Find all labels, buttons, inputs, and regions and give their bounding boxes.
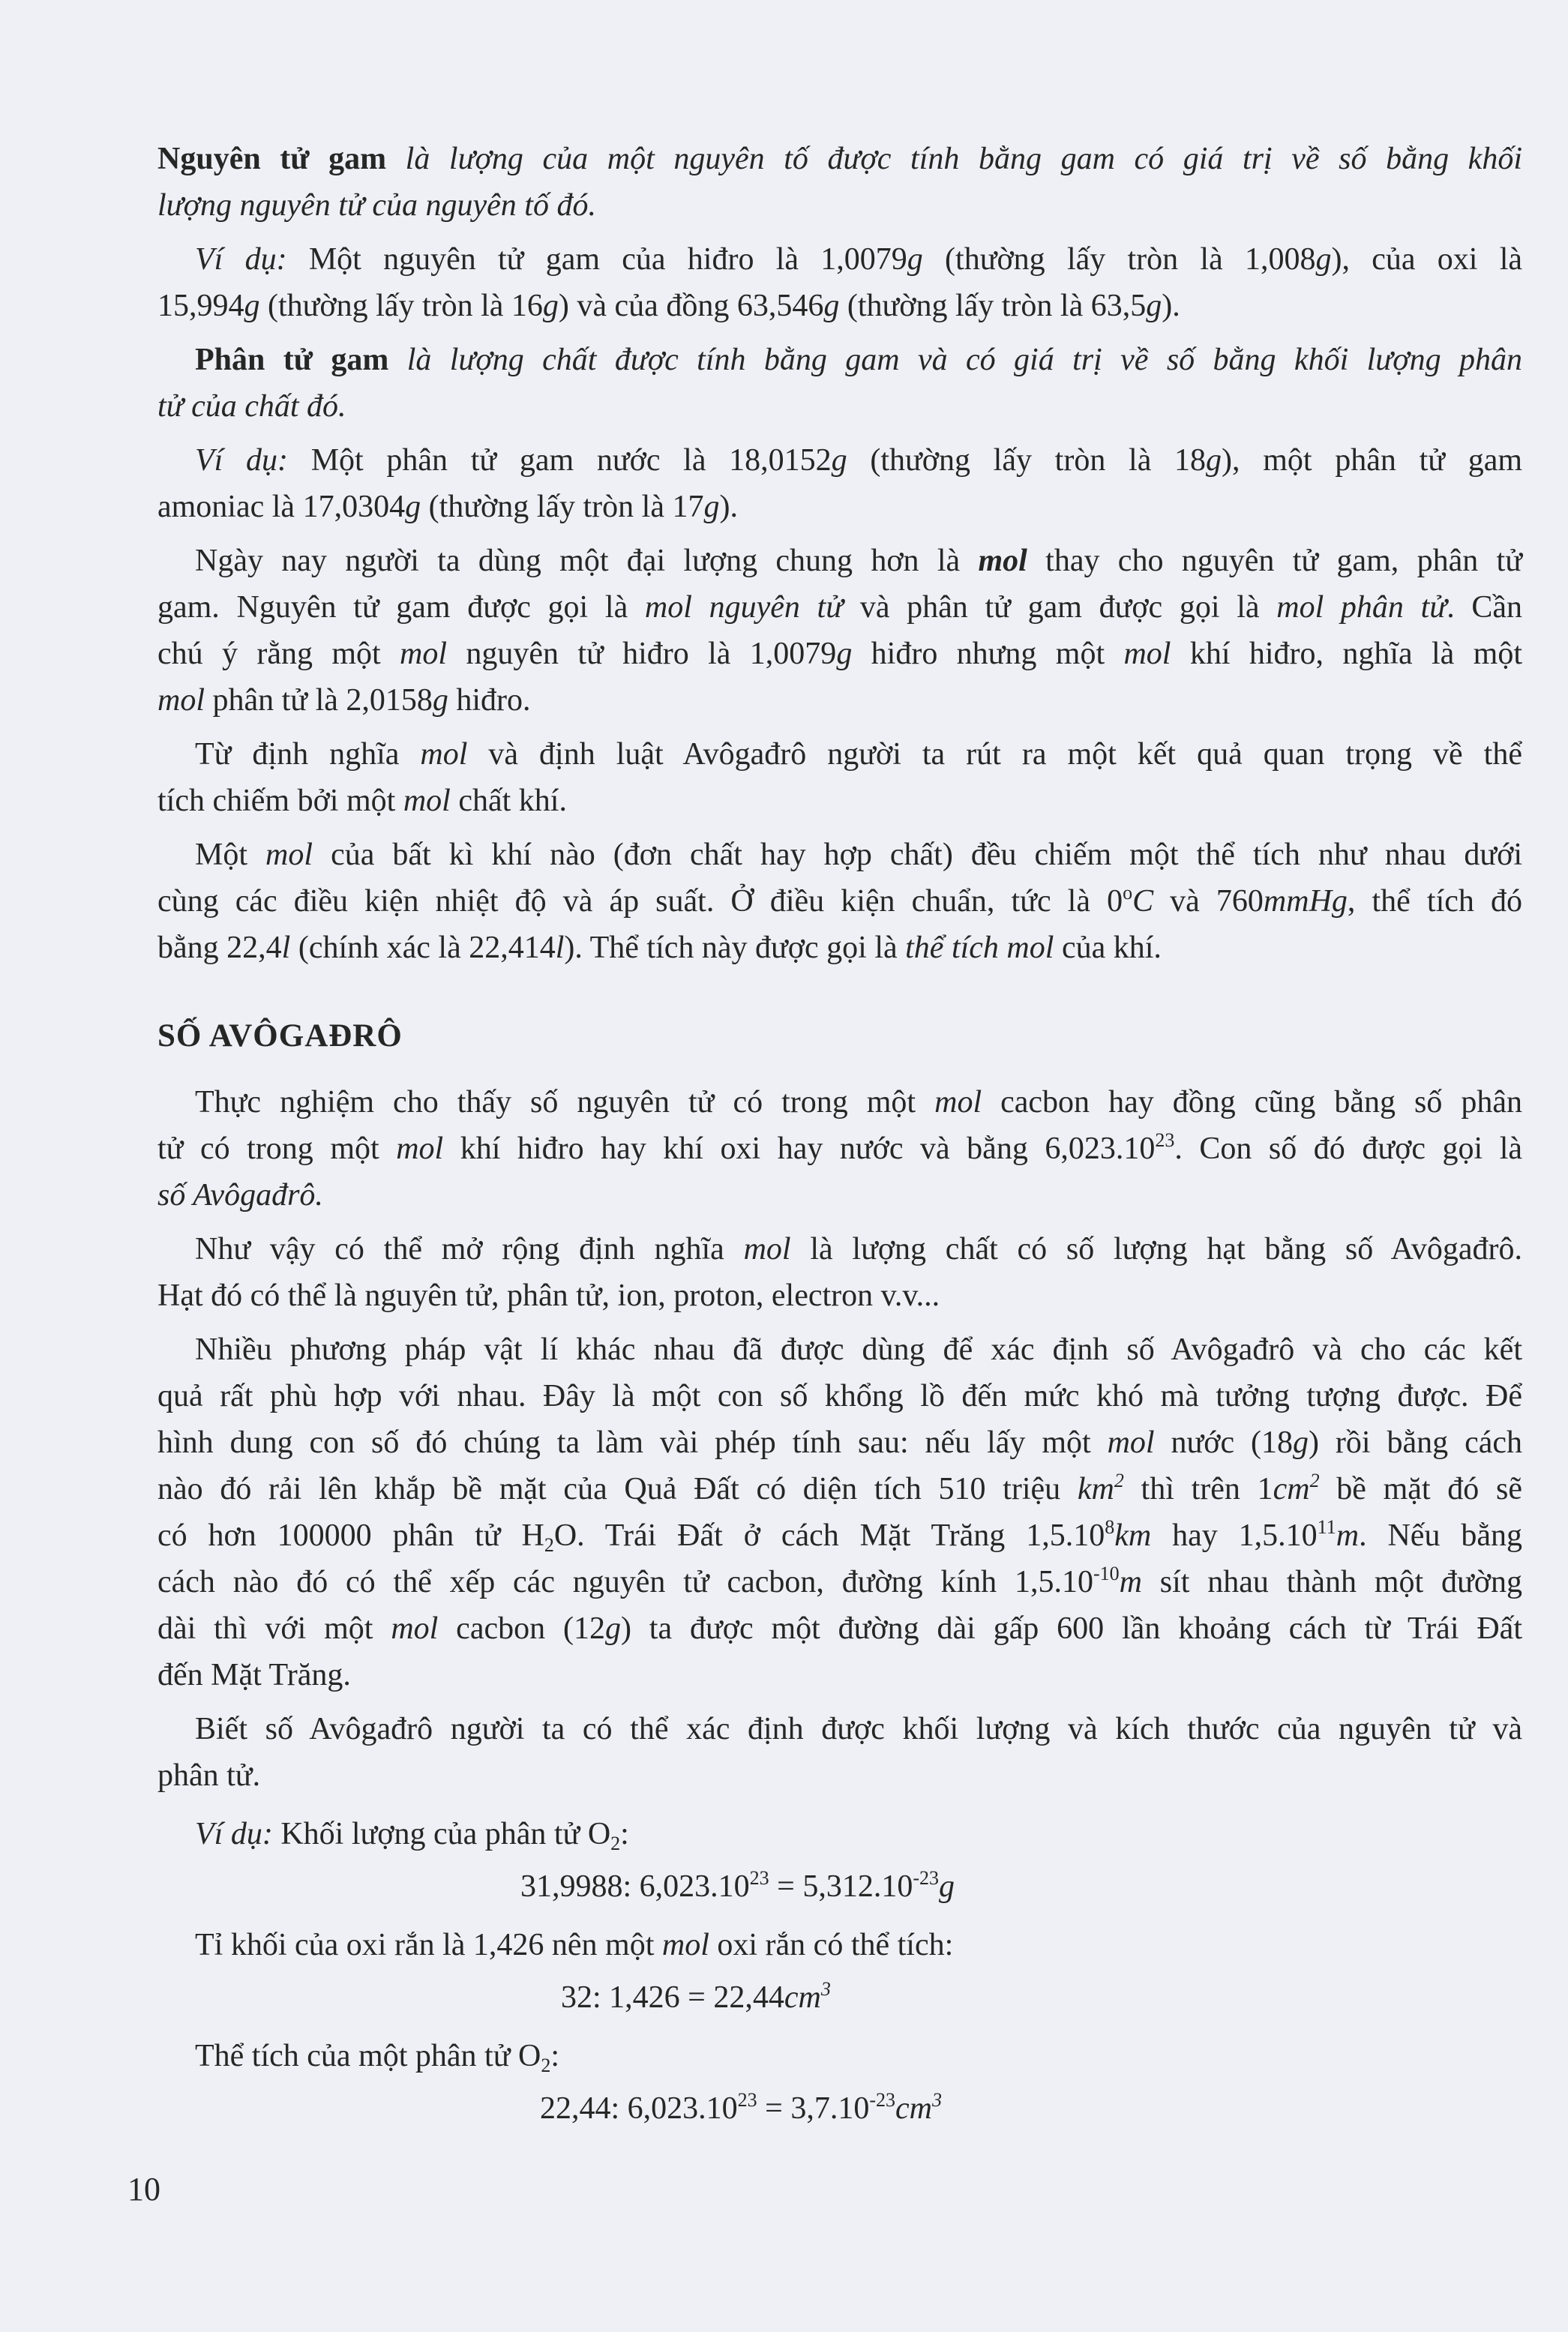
text-run: số Avôgađrô. bbox=[157, 1178, 323, 1212]
text-run: g bbox=[907, 242, 923, 277]
text-run: mol bbox=[391, 1611, 439, 1646]
text-run: mol bbox=[420, 737, 468, 772]
text-line bbox=[157, 677, 1522, 724]
text-line bbox=[157, 925, 1522, 971]
text-line bbox=[157, 236, 1522, 283]
text-run: ), của oxi là bbox=[1331, 242, 1523, 277]
text-run: mol bbox=[934, 1085, 982, 1120]
text-run: g bbox=[244, 289, 260, 323]
text-run: Như vậy có thể mở rộng định nghĩa bbox=[195, 1232, 744, 1266]
text-run: l bbox=[281, 931, 291, 965]
paragraph bbox=[157, 337, 1522, 430]
text-run: g bbox=[831, 443, 847, 478]
paragraph bbox=[157, 2033, 1522, 2079]
text-run: 32: 1,426 = 22,44 bbox=[561, 1980, 784, 2015]
text-line bbox=[157, 1706, 1522, 1752]
text-run: khí hiđro hay khí oxi hay nước và bằng 6,023.10 bbox=[443, 1132, 1156, 1166]
text-run: cm bbox=[784, 1980, 821, 2015]
text-run: : bbox=[620, 1817, 629, 1851]
text-run: là lượng chất có số lượng hạt bằng số Avôgađrô. bbox=[790, 1232, 1522, 1266]
section-heading: SỐ AVÔGAĐRÔ bbox=[157, 1018, 403, 1054]
text-run: gam. Nguyên tử gam được gọi là bbox=[157, 590, 645, 625]
text-run: Một bbox=[195, 838, 266, 872]
text-run: . Con số đó được gọi là bbox=[1174, 1132, 1522, 1166]
text-run: 3 bbox=[932, 2089, 943, 2111]
paragraph bbox=[157, 1811, 1522, 1857]
text-line bbox=[157, 1512, 1522, 1559]
text-run: thì trên 1 bbox=[1123, 1472, 1273, 1506]
formula bbox=[157, 1863, 1522, 1910]
text-run: m bbox=[1336, 1518, 1360, 1553]
text-line bbox=[157, 1326, 1522, 1373]
text-line bbox=[157, 778, 1522, 824]
text-run: Ví dụ: bbox=[195, 1817, 273, 1851]
text-run: mol bbox=[1123, 637, 1171, 671]
text-run: phân tử. bbox=[157, 1758, 261, 1793]
text-line bbox=[157, 484, 1522, 530]
text-line bbox=[157, 1559, 1522, 1605]
text-line bbox=[157, 1079, 1522, 1126]
text-line bbox=[157, 2033, 1522, 2079]
text-run: hiđro. bbox=[448, 683, 531, 718]
text-line bbox=[157, 538, 1522, 584]
text-run: -23 bbox=[913, 1867, 940, 1889]
text-run: chất khí. bbox=[450, 784, 567, 818]
text-run: g bbox=[542, 289, 559, 323]
text-run: nguyên tử hiđro là 1,0079 bbox=[447, 637, 837, 671]
text-line bbox=[157, 437, 1522, 484]
text-run: (thường lấy tròn là 18 bbox=[847, 443, 1207, 478]
text-run: sít nhau thành một đường bbox=[1141, 1565, 1522, 1599]
text-run: 2 bbox=[610, 1833, 621, 1854]
paragraph bbox=[157, 1326, 1522, 1698]
text-run: 15,994 bbox=[157, 289, 244, 323]
text-run: = 3,7.10 bbox=[757, 2091, 870, 2126]
text-run: quả rất phù hợp với nhau. Đây là một con số khổng lồ đến mức khó mà tưởng tượng được. Để bbox=[157, 1379, 1522, 1413]
text-run: ). bbox=[1162, 289, 1180, 323]
text-run: có hơn 100000 phân tử H bbox=[157, 1518, 544, 1553]
text-run: của bất kì khí nào (đơn chất hay hợp chất) đều chiếm một thể tích như nhau dưới bbox=[313, 838, 1523, 872]
text-run: . Nếu bằng bbox=[1359, 1518, 1522, 1553]
text-line bbox=[157, 1126, 1522, 1172]
text-run: amoniac là 17,0304 bbox=[157, 490, 406, 524]
section-intro bbox=[157, 136, 1522, 971]
text-run: mol bbox=[978, 544, 1027, 578]
text-run: mol bbox=[743, 1232, 791, 1266]
text-run: ) ta được một đường dài gấp 600 lần khoảng cách từ Trái Đất bbox=[620, 1611, 1522, 1646]
text-run: bằng 22,4 bbox=[157, 931, 282, 965]
text-run: 31,9988: 6,023.10 bbox=[520, 1869, 750, 1904]
text-run: (chính xác là 22,414 bbox=[290, 931, 556, 965]
text-run: m bbox=[1119, 1565, 1142, 1599]
text-run: Nguyên tử gam bbox=[157, 142, 387, 176]
text-line bbox=[157, 136, 1522, 182]
text-run: mol bbox=[1107, 1425, 1155, 1460]
paragraph bbox=[157, 437, 1522, 530]
text-run: 3 bbox=[820, 1978, 831, 2000]
text-run: là lượng chất được tính bằng gam và có giá trị về số bằng khối lượng phân bbox=[388, 343, 1522, 377]
text-line bbox=[157, 2085, 1522, 2132]
text-run: ) và của đồng 63,546 bbox=[558, 289, 824, 323]
paragraph bbox=[157, 1922, 1522, 1968]
text-line bbox=[157, 1419, 1522, 1466]
text-run: O. Trái Đất ở cách Mặt Trăng 1,5.10 bbox=[553, 1518, 1105, 1553]
text-run: hay 1,5.10 bbox=[1151, 1518, 1318, 1553]
text-run: mol bbox=[396, 1132, 444, 1166]
text-run: Một nguyên tử gam của hiđro là 1,0079 bbox=[286, 242, 907, 277]
text-run: cm bbox=[1273, 1472, 1310, 1506]
text-run: l bbox=[555, 931, 565, 965]
text-run: thay cho nguyên tử gam, phân tử bbox=[1027, 544, 1522, 578]
text-run: Từ định nghĩa bbox=[195, 737, 421, 772]
text-run: C bbox=[1132, 884, 1154, 919]
text-line bbox=[157, 1466, 1522, 1512]
text-run: 22,44: 6,023.10 bbox=[540, 2091, 738, 2126]
text-run: Khối lượng của phân tử O bbox=[272, 1817, 611, 1851]
text-run: (thường lấy tròn là 17 bbox=[421, 490, 704, 524]
text-run: 23 bbox=[749, 1867, 769, 1889]
text-run: lượng nguyên tử của nguyên tố đó. bbox=[157, 188, 596, 223]
text-line bbox=[157, 182, 1522, 229]
text-run: của khí. bbox=[1054, 931, 1162, 965]
text-run: ), một phân tử gam bbox=[1222, 443, 1523, 478]
text-run: g bbox=[836, 637, 853, 671]
text-run: Phân tử gam bbox=[195, 343, 389, 377]
text-run: -10 bbox=[1093, 1563, 1120, 1584]
text-run: g bbox=[604, 1611, 621, 1646]
text-run: tích chiếm bởi một bbox=[157, 784, 403, 818]
text-run: Nhiều phương pháp vật lí khác nhau đã được dùng để xác định số Avôgađrô và cho các kết bbox=[195, 1332, 1522, 1367]
text-run: Ngày nay người ta dùng một đại lượng chung hơn là bbox=[195, 544, 979, 578]
text-run: cùng các điều kiện nhiệt độ và áp suất. Ở điều kiện chuẩn, tức là 0 bbox=[157, 884, 1123, 919]
text-run: ). bbox=[719, 490, 738, 524]
text-run: g bbox=[703, 490, 720, 524]
text-line bbox=[157, 832, 1522, 878]
text-run: Ví dụ: bbox=[195, 242, 287, 277]
text-run: , thể tích đó bbox=[1347, 884, 1522, 919]
text-run: km bbox=[1077, 1472, 1114, 1506]
formula bbox=[157, 2085, 1522, 2132]
text-run: g bbox=[1206, 443, 1222, 478]
text-run: cacbon hay đồng cũng bằng số phân bbox=[982, 1085, 1523, 1120]
section-avogadro bbox=[157, 1079, 1522, 2132]
page-body bbox=[157, 136, 1522, 2132]
text-run: tử có trong một bbox=[157, 1132, 397, 1166]
text-line bbox=[157, 1226, 1522, 1272]
text-run: phân tử là 2,0158 bbox=[205, 683, 433, 718]
text-run: 23 bbox=[1155, 1129, 1175, 1151]
text-line bbox=[157, 1272, 1522, 1319]
text-run: g bbox=[1293, 1425, 1309, 1460]
text-run: mol bbox=[661, 1928, 709, 1962]
text-run: g bbox=[432, 683, 448, 718]
text-run: mol bbox=[403, 784, 451, 818]
text-line bbox=[157, 1652, 1522, 1698]
text-line bbox=[157, 383, 1522, 430]
text-run: và định luật Avôgađrô người ta rút ra một kết quả quan trọng về thể bbox=[467, 737, 1522, 772]
text-run: bề mặt đó sẽ bbox=[1319, 1472, 1522, 1506]
text-run: đến Mặt Trăng. bbox=[157, 1658, 351, 1692]
text-run: : bbox=[550, 2039, 559, 2073]
paragraph bbox=[157, 136, 1522, 229]
text-run: g bbox=[823, 289, 840, 323]
text-run: Ví dụ: bbox=[195, 443, 289, 478]
text-run: Tỉ khối của oxi rắn là 1,426 nên một bbox=[195, 1928, 662, 1962]
text-line bbox=[157, 1811, 1522, 1857]
text-line bbox=[157, 1863, 1522, 1910]
page-number: 10 bbox=[127, 2171, 160, 2208]
text-run: (thường lấy tròn là 1,008 bbox=[922, 242, 1316, 277]
text-run: . Cần bbox=[1447, 590, 1523, 625]
text-run: 2 bbox=[544, 1534, 554, 1556]
text-run: 23 bbox=[737, 2089, 757, 2111]
text-line bbox=[157, 1373, 1522, 1419]
text-run: Hạt đó có thể là nguyên tử, phân tử, ion, proton, electron v.v... bbox=[157, 1278, 940, 1313]
text-run: cm bbox=[895, 2091, 933, 2126]
text-run: ). Thể tích này được gọi là bbox=[564, 931, 906, 965]
formula bbox=[157, 1974, 1522, 2021]
paragraph bbox=[157, 832, 1522, 971]
text-line bbox=[157, 1922, 1522, 1968]
text-run: mmHg bbox=[1263, 884, 1348, 919]
text-run: mol bbox=[265, 838, 313, 872]
text-line bbox=[157, 584, 1522, 631]
text-line bbox=[157, 1752, 1522, 1799]
text-run: cách nào đó có thể xếp các nguyên tử cacbon, đường kính 1,5.10 bbox=[157, 1565, 1093, 1599]
text-run: Một phân tử gam nước là 18,0152 bbox=[288, 443, 832, 478]
paragraph bbox=[157, 731, 1522, 824]
text-run: -23 bbox=[869, 2089, 896, 2111]
text-run: nào đó rải lên khắp bề mặt của Quả Đất có diện tích 510 triệu bbox=[157, 1472, 1078, 1506]
text-run: Biết số Avôgađrô người ta có thể xác định được khối lượng và kích thước của nguyên tử và bbox=[195, 1712, 1522, 1746]
text-run: hình dung con số đó chúng ta làm vài phép tính sau: nếu lấy một bbox=[157, 1425, 1108, 1460]
text-line bbox=[157, 283, 1522, 329]
text-run: tử của chất đó. bbox=[157, 389, 346, 424]
paragraph bbox=[157, 236, 1522, 329]
text-run: và 760 bbox=[1153, 884, 1264, 919]
text-run: 8 bbox=[1105, 1516, 1115, 1538]
text-run: chú ý rằng một bbox=[157, 637, 400, 671]
text-run: (thường lấy tròn là 16 bbox=[259, 289, 543, 323]
text-run: thể tích mol bbox=[905, 931, 1054, 965]
text-run: 2 bbox=[1309, 1470, 1320, 1491]
text-run: g bbox=[939, 1869, 955, 1904]
text-run: g bbox=[1146, 289, 1162, 323]
text-run: = 5,312.10 bbox=[769, 1869, 913, 1904]
paragraph bbox=[157, 538, 1522, 724]
text-run: và phân tử gam được gọi là bbox=[843, 590, 1277, 625]
text-run: mol phân tử bbox=[1276, 590, 1447, 625]
text-run: là lượng của một nguyên tố được tính bằng gam có giá trị về số bằng khối bbox=[386, 142, 1522, 176]
text-line bbox=[157, 1974, 1522, 2021]
text-run: g bbox=[405, 490, 421, 524]
paragraph bbox=[157, 1226, 1522, 1319]
text-run: o bbox=[1123, 882, 1133, 904]
text-run: dài thì với một bbox=[157, 1611, 391, 1646]
text-run: mol bbox=[157, 683, 205, 718]
paragraph bbox=[157, 1079, 1522, 1218]
text-run: khí hiđro, nghĩa là một bbox=[1171, 637, 1522, 671]
text-line bbox=[157, 1172, 1522, 1218]
text-run: (thường lấy tròn là 63,5 bbox=[839, 289, 1147, 323]
text-run: 2 bbox=[1114, 1470, 1124, 1491]
text-line bbox=[157, 1605, 1522, 1652]
text-run: nước (18 bbox=[1154, 1425, 1294, 1460]
text-line bbox=[157, 337, 1522, 383]
text-run: ) rồi bằng cách bbox=[1309, 1425, 1522, 1460]
text-run: g bbox=[1315, 242, 1332, 277]
text-run: hiđro nhưng một bbox=[852, 637, 1124, 671]
text-run: 2 bbox=[541, 2055, 551, 2076]
paragraph bbox=[157, 1706, 1522, 1799]
text-run: km bbox=[1114, 1518, 1152, 1553]
text-line bbox=[157, 878, 1522, 925]
text-run: mol nguyên tử bbox=[644, 590, 844, 625]
text-line bbox=[157, 631, 1522, 677]
text-run: cacbon (12 bbox=[438, 1611, 605, 1646]
text-run: mol bbox=[400, 637, 448, 671]
text-run: oxi rắn có thể tích: bbox=[709, 1928, 954, 1962]
text-run: Thực nghiệm cho thấy số nguyên tử có trong một bbox=[195, 1085, 935, 1120]
text-run: 11 bbox=[1317, 1516, 1336, 1538]
text-line bbox=[157, 731, 1522, 778]
text-run: Thể tích của một phân tử O bbox=[195, 2039, 541, 2073]
